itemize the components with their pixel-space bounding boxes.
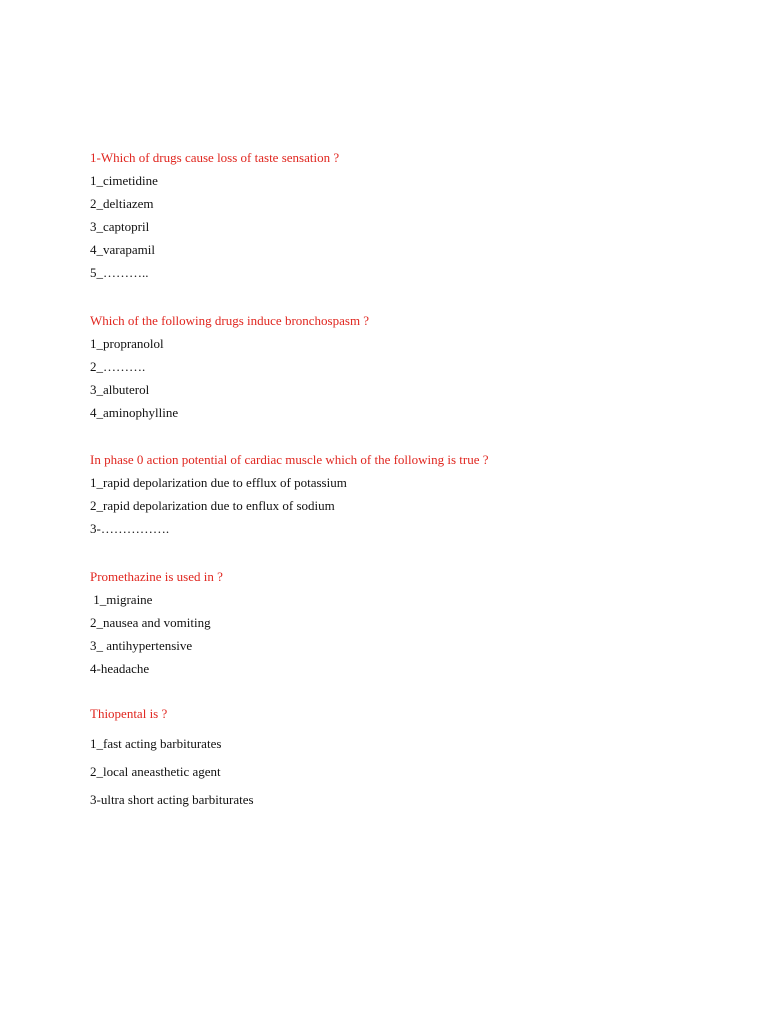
answer-option: 2_……….	[90, 359, 146, 374]
answer-option: 3_albuterol	[90, 382, 150, 397]
question-block-5	[90, 702, 710, 814]
answer-option: 3_captopril	[90, 219, 150, 234]
answer-option: 4_varapamil	[90, 242, 155, 257]
question-title: Thiopental is ?	[90, 706, 168, 721]
answer-option: 1_cimetidine	[90, 173, 158, 188]
question-block-4	[90, 565, 710, 680]
question-title: Which of the following drugs induce bronchospasm ?	[90, 313, 370, 328]
answer-option: 1_migraine	[90, 592, 153, 607]
answer-option: 1_propranolol	[90, 336, 164, 351]
question-block-2	[90, 309, 710, 424]
answer-option: 1_fast acting barbiturates	[90, 736, 222, 751]
answer-option: 2_rapid depolarization due to enflux of sodium	[90, 498, 335, 513]
answer-option: 4_aminophylline	[90, 405, 179, 420]
question-title: In phase 0 action potential of cardiac muscle which of the following is true ?	[90, 452, 489, 467]
question-title: 1-Which of drugs cause loss of taste sensation ?	[90, 150, 340, 165]
question-title: Promethazine is used in ?	[90, 569, 223, 584]
answer-option: 4-headache	[90, 661, 150, 676]
question-block-1	[90, 146, 710, 284]
question-block-3	[90, 448, 710, 540]
answer-option: 5_………..	[90, 265, 149, 280]
answer-option: 3-…………….	[90, 521, 170, 536]
answer-option: 2_nausea and vomiting	[90, 615, 211, 630]
answer-option: 3_ antihypertensive	[90, 638, 193, 653]
answer-option: 1_rapid depolarization due to efflux of potassium	[90, 475, 347, 490]
answer-option: 2_local aneasthetic agent	[90, 764, 221, 779]
answer-option: 2_deltiazem	[90, 196, 154, 211]
answer-option: 3-ultra short acting barbiturates	[90, 792, 254, 807]
